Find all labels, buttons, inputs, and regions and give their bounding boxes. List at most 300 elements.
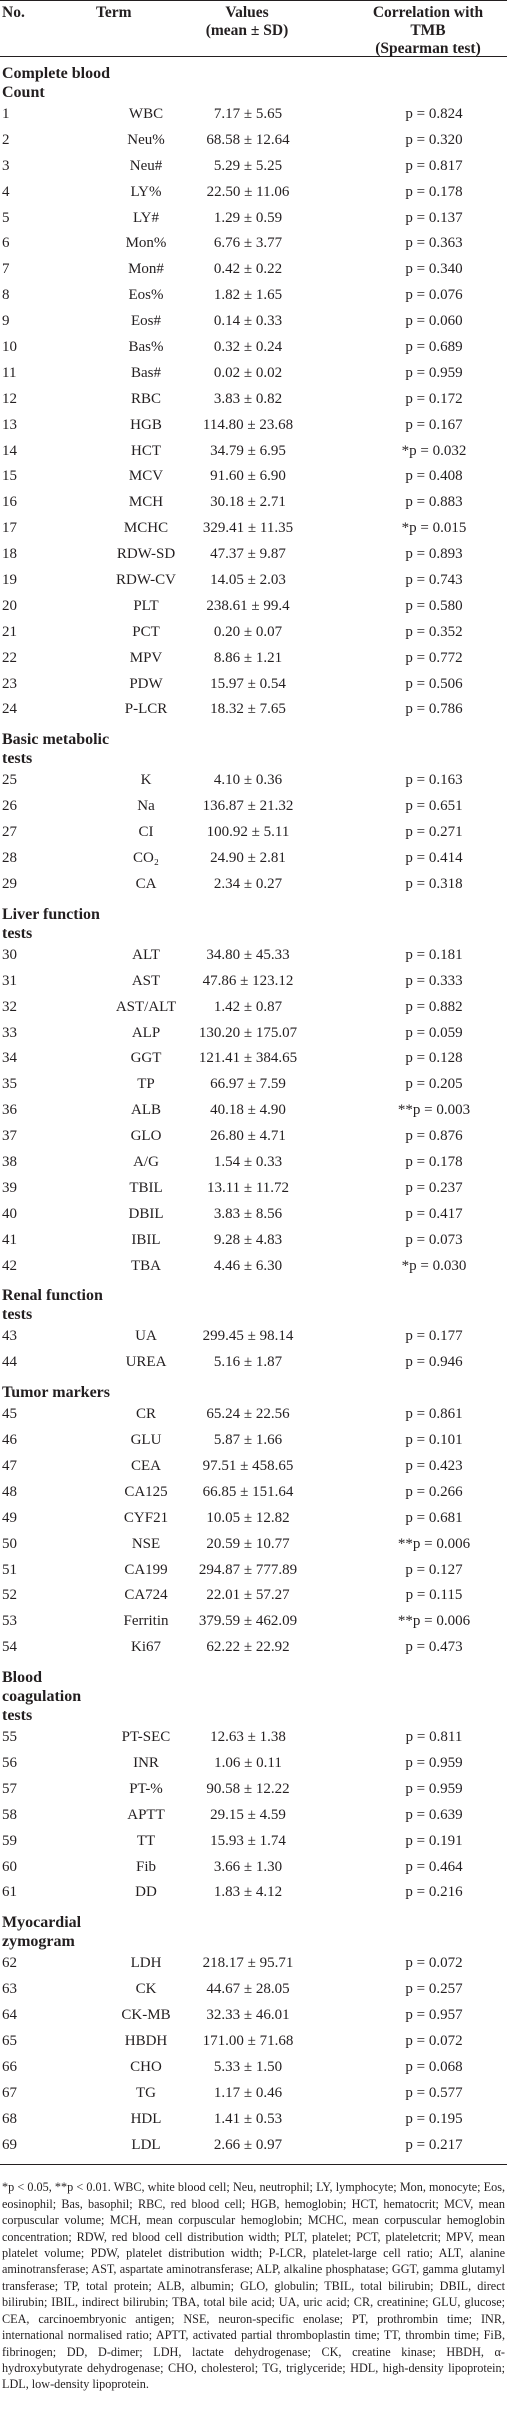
row-p-value: p = 0.639 [405, 1806, 463, 1823]
row-number: 63 [2, 1981, 17, 1998]
row-number: 44 [2, 1354, 17, 1371]
row-number: 17 [2, 520, 17, 537]
row-number: 52 [2, 1587, 17, 1604]
row-term: GLO [130, 1128, 162, 1145]
row-term: LDL [131, 2136, 161, 2153]
header-correlation [347, 4, 507, 58]
row-value: 97.51 ± 458.65 [202, 1457, 294, 1474]
row-value: 4.10 ± 0.36 [213, 772, 283, 789]
table-row [2, 257, 505, 283]
row-number: 54 [2, 1639, 17, 1656]
row-p-value: p = 0.072 [405, 2033, 463, 2049]
row-number: 66 [2, 2058, 17, 2075]
table-row [2, 490, 505, 516]
row-term: CK-MB [121, 2007, 171, 2024]
row-term: APTT [127, 1806, 165, 1823]
table-row [2, 2133, 505, 2159]
table-row [2, 231, 505, 257]
header-values [172, 4, 322, 40]
table-row [2, 1725, 505, 1751]
row-value: 15.93 ± 1.74 [210, 1832, 286, 1849]
row-p-value: p = 0.072 [405, 1955, 463, 1972]
row-number: 15 [2, 468, 17, 485]
table-row [2, 846, 505, 872]
row-number: 19 [2, 572, 17, 589]
row-value: 29.15 ± 4.59 [210, 1806, 286, 1823]
row-value: 22.50 ± 11.06 [206, 183, 290, 200]
row-number: 2 [2, 131, 10, 148]
row-value: 5.29 ± 5.25 [213, 157, 283, 174]
row-number: 12 [2, 390, 17, 407]
row-number: 60 [2, 1858, 17, 1875]
row-value: 130.20 ± 175.07 [198, 1024, 298, 1041]
row-p-value: p = 0.320 [405, 131, 463, 148]
table-row [2, 1777, 505, 1803]
row-term: Eos% [128, 287, 164, 304]
row-p-value: p = 0.743 [405, 572, 463, 589]
row-term: Mon# [128, 261, 164, 278]
row-term: CI [138, 824, 154, 841]
row-number: 58 [2, 1806, 17, 1823]
row-term: CR [135, 1406, 156, 1423]
row-p-value: p = 0.414 [405, 850, 463, 867]
row-term: A/G [133, 1153, 159, 1170]
row-p-value: p = 0.824 [405, 106, 463, 122]
table-row [2, 464, 505, 490]
section-title: Complete blood Count [2, 65, 110, 101]
row-term: CEA [131, 1457, 161, 1474]
row-p-value: p = 0.786 [405, 701, 463, 718]
row-term: Mon% [125, 235, 167, 252]
row-term: CO₂ [132, 850, 160, 867]
row-p-value: p = 0.577 [405, 2084, 463, 2101]
row-number: 56 [2, 1754, 17, 1771]
header-no: No. [2, 4, 25, 21]
row-term: Neu# [129, 157, 163, 174]
row-term: MCHC [123, 520, 169, 537]
table-row [2, 413, 505, 439]
row-value: 24.90 ± 2.81 [210, 850, 286, 867]
table-row [2, 335, 505, 361]
row-number: 33 [2, 1024, 17, 1041]
row-value: 8.86 ± 1.21 [213, 649, 283, 666]
row-term: WBC [128, 106, 164, 122]
row-value: 1.17 ± 0.46 [213, 2084, 283, 2101]
table-row [2, 206, 505, 232]
row-p-value: p = 0.417 [405, 1205, 463, 1222]
table-row [2, 2029, 505, 2055]
row-p-value: *p = 0.030 [401, 1257, 467, 1274]
row-term: TBA [131, 1257, 161, 1274]
row-value: 4.46 ± 6.30 [213, 1257, 283, 1274]
row-term: TP [137, 1076, 155, 1093]
row-number: 3 [2, 157, 10, 174]
row-value: 0.20 ± 0.07 [213, 623, 283, 640]
table-row [2, 1254, 505, 1280]
row-number: 65 [2, 2033, 17, 2049]
table-row [2, 943, 505, 969]
table-row [2, 969, 505, 995]
table-row [2, 995, 505, 1021]
row-p-value: p = 0.127 [405, 1561, 463, 1578]
row-term: RDW-SD [116, 546, 176, 563]
row-number: 59 [2, 1832, 17, 1849]
row-value: 66.85 ± 151.64 [202, 1483, 294, 1500]
row-number: 25 [2, 772, 17, 789]
row-number: 55 [2, 1729, 17, 1746]
row-number: 18 [2, 546, 17, 563]
table-row [2, 672, 505, 698]
row-number: 14 [2, 442, 17, 459]
table-row [2, 1150, 505, 1176]
header-corr-line2: TMB [410, 22, 446, 39]
row-value: 0.02 ± 0.02 [213, 364, 283, 381]
row-p-value: p = 0.473 [405, 1639, 463, 1656]
row-value: 0.32 ± 0.24 [213, 339, 283, 356]
row-value: 44.67 ± 28.05 [206, 1981, 290, 1998]
row-term: HBDH [124, 2033, 168, 2049]
row-p-value: p = 0.137 [405, 209, 463, 226]
row-term: HCT [131, 442, 161, 459]
row-value: 12.63 ± 1.38 [210, 1729, 286, 1746]
row-p-value: p = 0.681 [405, 1509, 463, 1526]
section-title: Blood coagulation tests [2, 1669, 82, 1725]
row-term: INR [133, 1754, 159, 1771]
row-number: 4 [2, 183, 10, 200]
row-number: 9 [2, 313, 10, 330]
row-number: 46 [2, 1432, 17, 1449]
table-row [2, 154, 505, 180]
row-p-value: p = 0.266 [405, 1483, 463, 1500]
row-p-value: **p = 0.006 [397, 1613, 471, 1630]
row-term: AST [131, 972, 161, 989]
row-number: 69 [2, 2136, 17, 2153]
row-term: NSE [131, 1535, 161, 1552]
row-term: GLU [130, 1432, 162, 1449]
header-values-line2: (mean ± SD) [205, 22, 289, 39]
row-p-value: **p = 0.003 [397, 1102, 471, 1119]
table-row [2, 1609, 505, 1635]
table-row [2, 1803, 505, 1829]
row-p-value: p = 0.506 [405, 675, 463, 692]
row-term: DBIL [128, 1205, 164, 1222]
table-row [2, 2081, 505, 2107]
table-row [2, 439, 505, 465]
row-number: 37 [2, 1128, 17, 1145]
table-row [2, 1977, 505, 2003]
row-term: RBC [130, 390, 161, 407]
table-header [2, 0, 505, 56]
row-p-value: p = 0.101 [405, 1432, 463, 1449]
row-value: 5.87 ± 1.66 [213, 1432, 283, 1449]
row-number: 49 [2, 1509, 17, 1526]
table-row [2, 1098, 505, 1124]
row-p-value: p = 0.883 [405, 494, 463, 511]
row-value: 329.41 ± 11.35 [202, 520, 294, 537]
row-term: Bas# [131, 364, 161, 381]
row-value: 10.05 ± 12.82 [206, 1509, 290, 1526]
section-title: Myocardial zymogram [2, 1914, 82, 1951]
table-row [2, 768, 505, 794]
row-value: 30.18 ± 2.71 [210, 494, 286, 511]
table-row [2, 1558, 505, 1584]
row-number: 6 [2, 235, 10, 252]
table-row [2, 1350, 505, 1376]
row-p-value: p = 0.059 [405, 1024, 463, 1041]
row-value: 121.41 ± 384.65 [198, 1050, 298, 1067]
table-bottom-rule [0, 2164, 507, 2165]
row-number: 62 [2, 1955, 17, 1972]
row-value: 3.66 ± 1.30 [213, 1858, 283, 1875]
row-term: GGT [130, 1050, 162, 1067]
row-p-value: p = 0.340 [405, 261, 463, 278]
row-p-value: p = 0.073 [405, 1231, 463, 1248]
row-term: IBIL [131, 1231, 161, 1248]
row-term: ALB [131, 1102, 161, 1119]
row-p-value: p = 0.876 [405, 1128, 463, 1145]
row-number: 50 [2, 1535, 17, 1552]
row-term: RDW-CV [116, 572, 176, 589]
row-value: 22.01 ± 57.27 [206, 1587, 290, 1604]
row-value: 294.87 ± 777.89 [198, 1561, 298, 1578]
row-p-value: **p = 0.006 [397, 1535, 471, 1552]
row-number: 28 [2, 850, 17, 867]
table-row [2, 387, 505, 413]
row-value: 7.17 ± 5.65 [213, 106, 283, 122]
row-p-value: p = 0.178 [405, 183, 463, 200]
row-number: 64 [2, 2007, 17, 2024]
table-row [2, 1855, 505, 1881]
row-term: Na [137, 798, 155, 815]
row-value: 9.28 ± 4.83 [213, 1231, 283, 1248]
row-term: P-LCR [124, 701, 168, 718]
table-row [2, 180, 505, 206]
row-value: 47.86 ± 123.12 [202, 972, 294, 989]
row-p-value: p = 0.423 [405, 1457, 463, 1474]
row-value: 238.61 ± 99.4 [206, 597, 290, 614]
row-number: 1 [2, 106, 10, 122]
section-title: Renal function tests [2, 1287, 103, 1324]
table-row [2, 594, 505, 620]
row-value: 2.66 ± 0.97 [213, 2136, 283, 2153]
row-term: LY# [133, 209, 159, 226]
header-values-line1: Values [225, 4, 269, 21]
table-row [2, 309, 505, 335]
row-p-value: p = 0.959 [405, 1754, 463, 1771]
row-p-value: p = 0.464 [405, 1858, 463, 1875]
row-value: 1.82 ± 1.65 [213, 287, 283, 304]
row-p-value: p = 0.408 [405, 468, 463, 485]
table-row [2, 1506, 505, 1532]
row-value: 62.22 ± 22.92 [206, 1639, 290, 1656]
section-title: Tumor markers [2, 1384, 110, 1402]
row-number: 34 [2, 1050, 17, 1067]
row-number: 39 [2, 1179, 17, 1196]
row-value: 3.83 ± 0.82 [213, 390, 283, 407]
table-row [2, 542, 505, 568]
table-row [2, 1951, 505, 1977]
row-p-value: p = 0.205 [405, 1076, 463, 1093]
row-p-value: p = 0.163 [405, 772, 463, 789]
row-p-value: p = 0.651 [405, 798, 463, 815]
table-row [2, 1402, 505, 1428]
table-row [2, 620, 505, 646]
row-p-value: p = 0.882 [405, 998, 463, 1015]
row-number: 26 [2, 798, 17, 815]
row-value: 218.17 ± 95.71 [202, 1955, 294, 1972]
table-row [2, 128, 505, 154]
row-p-value: p = 0.178 [405, 1153, 463, 1170]
row-value: 1.29 ± 0.59 [213, 209, 283, 226]
row-term: PCT [132, 623, 160, 640]
row-number: 67 [2, 2084, 17, 2101]
row-number: 30 [2, 946, 17, 963]
row-p-value: p = 0.195 [405, 2110, 463, 2127]
row-value: 91.60 ± 6.90 [210, 468, 286, 485]
row-term: Eos# [131, 313, 161, 330]
table-row [2, 361, 505, 387]
row-value: 66.97 ± 7.59 [210, 1076, 286, 1093]
row-value: 100.92 ± 5.11 [206, 824, 290, 841]
row-value: 1.54 ± 0.33 [213, 1153, 283, 1170]
table-row [2, 820, 505, 846]
row-value: 68.58 ± 12.64 [206, 131, 290, 148]
row-value: 34.80 ± 45.33 [206, 946, 290, 963]
table-body [2, 57, 505, 2158]
row-p-value: *p = 0.015 [401, 520, 467, 537]
row-p-value: p = 0.271 [405, 824, 463, 841]
table-row [2, 1072, 505, 1098]
row-term: LY% [130, 183, 162, 200]
table-row [2, 102, 505, 128]
row-number: 42 [2, 1257, 17, 1274]
table-row [2, 1324, 505, 1350]
table-row [2, 516, 505, 542]
row-term: CYF21 [123, 1509, 169, 1526]
row-number: 24 [2, 701, 17, 718]
table-row [2, 2003, 505, 2029]
row-term: ALT [132, 946, 160, 963]
row-value: 6.76 ± 3.77 [213, 235, 283, 252]
row-p-value: p = 0.177 [405, 1328, 463, 1345]
row-term: PT-% [129, 1780, 163, 1797]
row-number: 22 [2, 649, 17, 666]
row-number: 8 [2, 287, 10, 304]
row-p-value: p = 0.861 [405, 1406, 463, 1423]
table-row [2, 1532, 505, 1558]
row-value: 15.97 ± 0.54 [210, 675, 286, 692]
row-p-value: p = 0.959 [405, 1780, 463, 1797]
row-number: 11 [2, 364, 17, 381]
header-term: Term [96, 4, 132, 21]
row-term: CK [135, 1981, 157, 1998]
table-row [2, 2107, 505, 2133]
row-number: 20 [2, 597, 17, 614]
section-title: Liver function tests [2, 905, 100, 942]
header-corr-line1: Correlation with [372, 4, 484, 21]
row-p-value: p = 0.363 [405, 235, 463, 252]
row-p-value: p = 0.191 [405, 1832, 463, 1849]
row-value: 3.83 ± 8.56 [213, 1205, 283, 1222]
row-term: DD [135, 1884, 157, 1901]
row-value: 40.18 ± 4.90 [210, 1102, 286, 1119]
row-term: Neu% [127, 131, 165, 148]
table-row [2, 283, 505, 309]
row-term: Bas% [128, 339, 164, 356]
row-p-value: p = 0.115 [405, 1587, 463, 1604]
row-value: 65.24 ± 22.56 [206, 1406, 290, 1423]
row-p-value: p = 0.580 [405, 597, 463, 614]
row-term: TT [136, 1832, 156, 1849]
row-value: 90.58 ± 12.22 [206, 1780, 290, 1797]
row-number: 36 [2, 1102, 17, 1119]
table-row [2, 2055, 505, 2081]
row-p-value: p = 0.076 [405, 287, 463, 304]
row-p-value: p = 0.068 [405, 2058, 463, 2075]
row-number: 23 [2, 675, 17, 692]
row-value: 299.45 ± 98.14 [202, 1328, 294, 1345]
row-value: 13.11 ± 11.72 [206, 1179, 290, 1196]
row-value: 1.06 ± 0.11 [214, 1754, 282, 1771]
table-row [2, 1829, 505, 1855]
row-p-value: p = 0.689 [405, 339, 463, 356]
row-p-value: p = 0.128 [405, 1050, 463, 1067]
row-term: MCV [128, 468, 164, 485]
row-value: 47.37 ± 9.87 [210, 546, 286, 563]
row-value: 2.34 ± 0.27 [213, 875, 283, 892]
row-term: PLT [133, 597, 159, 614]
row-term: Fib [135, 1858, 156, 1875]
row-value: 1.83 ± 4.12 [213, 1884, 283, 1901]
table-row [2, 1751, 505, 1777]
row-value: 379.59 ± 462.09 [198, 1613, 298, 1630]
row-p-value: p = 0.172 [405, 390, 463, 407]
table-row [2, 1228, 505, 1254]
row-number: 45 [2, 1406, 17, 1423]
row-term: TBIL [129, 1179, 163, 1196]
table-row [2, 1202, 505, 1228]
row-number: 43 [2, 1328, 17, 1345]
table-row [2, 1480, 505, 1506]
row-p-value: p = 0.957 [405, 2007, 463, 2024]
table-row [2, 1428, 505, 1454]
row-value: 114.80 ± 23.68 [202, 416, 294, 433]
row-number: 38 [2, 1153, 17, 1170]
table-row [2, 1124, 505, 1150]
row-value: 26.80 ± 4.71 [210, 1128, 286, 1145]
row-term: TG [136, 2084, 156, 2101]
table-row [2, 1176, 505, 1202]
row-p-value: p = 0.811 [405, 1729, 463, 1746]
row-number: 7 [2, 261, 10, 278]
row-term: UREA [125, 1354, 167, 1371]
row-p-value: p = 0.959 [405, 364, 463, 381]
row-number: 61 [2, 1884, 17, 1901]
row-p-value: p = 0.181 [405, 946, 463, 963]
row-term: MPV [129, 649, 163, 666]
row-value: 136.87 ± 21.32 [202, 798, 294, 815]
row-value: 34.79 ± 6.95 [210, 442, 286, 459]
row-value: 1.42 ± 0.87 [213, 998, 283, 1015]
row-value: 5.33 ± 1.50 [213, 2058, 283, 2075]
header-corr-line3: (Spearman test) [375, 40, 481, 57]
row-number: 10 [2, 339, 17, 356]
row-term: HGB [130, 416, 162, 433]
row-term: AST/ALT [115, 998, 177, 1015]
row-term: LDH [130, 1955, 162, 1972]
row-term: Ferritin [123, 1613, 169, 1630]
row-p-value: p = 0.893 [405, 546, 463, 563]
